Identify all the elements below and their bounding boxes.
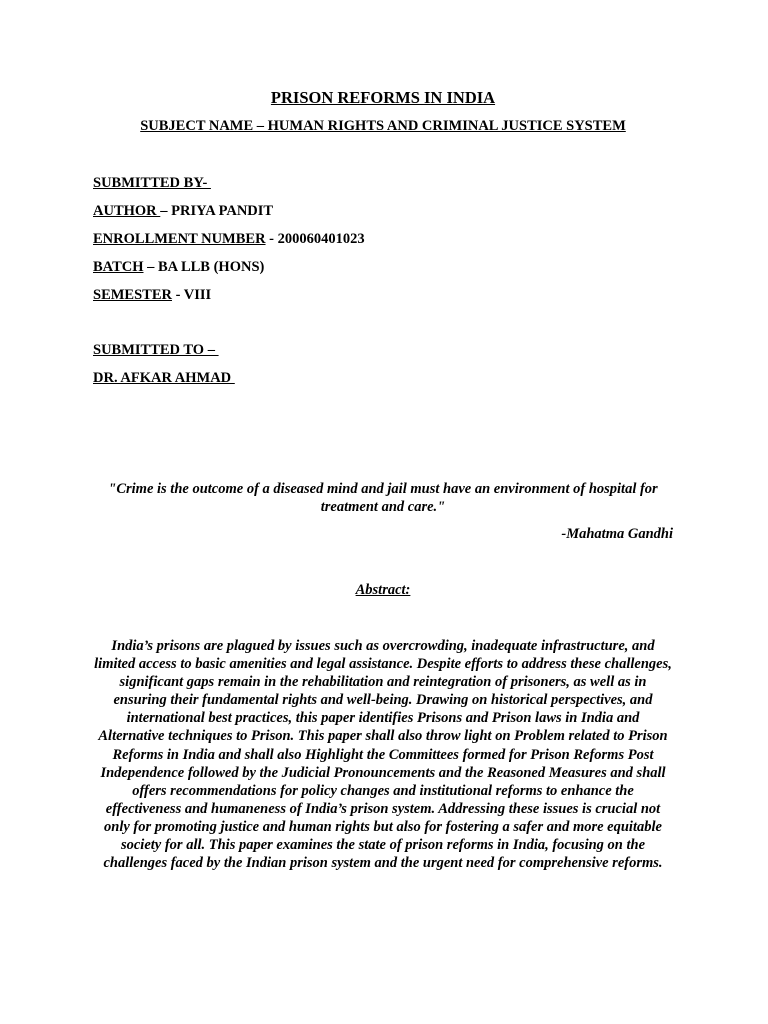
batch-line — [93, 258, 264, 276]
supervisor-name: DR. AFKAR AHMAD — [93, 370, 235, 386]
author-label: AUTHOR — [93, 203, 161, 219]
supervisor-line — [93, 369, 235, 387]
author-line — [93, 202, 273, 220]
abstract-body: India’s prisons are plagued by issues such as overcrowding, inadequate infrastructure, and limited access to basic amenities and legal assistance. Despite efforts to address these challenges, significant gaps remain in the rehabilitation and reintegration of prisoners, as well as in ensuring their fundamental rights and well-being. Drawing on historical perspectives, and international best practices, this paper identifies Prisons and Prison laws in India and Alternative techniques to Prison. This paper shall also throw light on Problem related to Prison Reforms in India and shall also Highlight the Committees formed for Prison Reforms Post Independence followed by the Judicial Pronouncements and the Reasoned Measures and shall offers recommendations for policy changes and institutional reforms to enhance the effectiveness and humaneness of India’s prison system. Addressing these issues is crucial not only for promoting justice and human rights but also for fostering a safer and more equitable society for all. This paper examines the state of prison reforms in India, focusing on the challenges faced by the Indian prison system and the urgent need for comprehensive reforms. — [94, 638, 672, 872]
submitted-by-heading — [93, 174, 211, 192]
batch-label: BATCH — [93, 259, 144, 275]
document-page — [93, 0, 673, 1024]
subject-name: SUBJECT NAME – HUMAN RIGHTS AND CRIMINAL JUSTICE SYSTEM — [140, 118, 626, 134]
enrollment-label: ENROLLMENT NUMBER — [93, 231, 266, 247]
abstract-heading: Abstract: — [355, 582, 411, 598]
enrollment-value: - 200060401023 — [265, 231, 365, 247]
quote-attribution: -Mahatma Gandhi — [561, 526, 673, 542]
gandhi-quote: "Crime is the outcome of a diseased mind and jail must have an environment of hospital for treatment and care." — [108, 481, 658, 515]
submitted-to-label: SUBMITTED TO – — [93, 342, 219, 358]
author-value: – PRIYA PANDIT — [160, 203, 274, 219]
batch-value: – BA LLB (HONS) — [143, 259, 265, 275]
document-title: PRISON REFORMS IN INDIA — [270, 88, 496, 107]
semester-value: - VIII — [171, 287, 212, 303]
submitted-to-heading — [93, 341, 219, 359]
enrollment-line — [93, 230, 365, 248]
submitted-by-label: SUBMITTED BY- — [93, 175, 211, 191]
semester-line — [93, 286, 211, 304]
semester-label: SEMESTER — [93, 287, 172, 303]
